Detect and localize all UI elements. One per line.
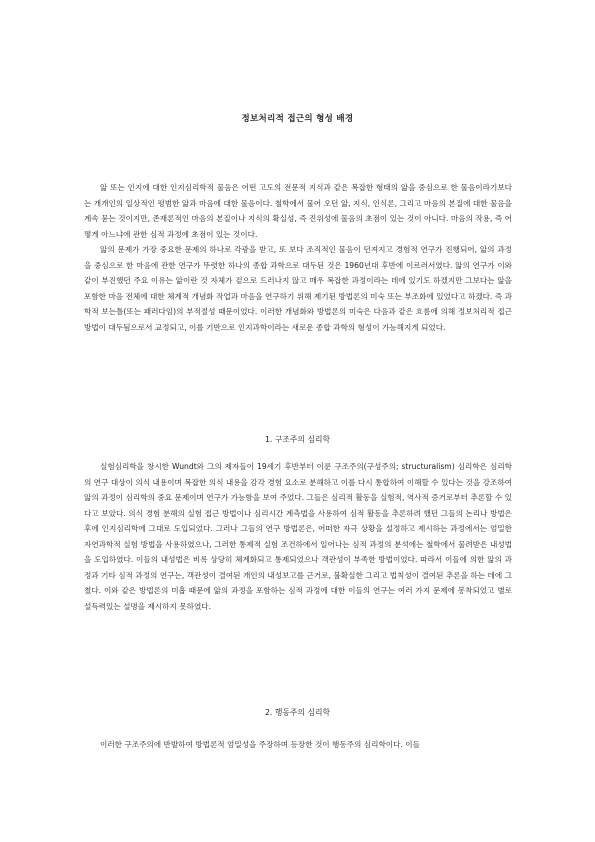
document-title: 정보처리적 접근의 형성 배경: [241, 114, 354, 124]
intro-paragraph-1: 앎 또는 인지에 대한 인지심리학적 물음은 어떤 고도의 전문적 지식과 같은 복잡한 형태의 앎을 중심으로 한 물음이라기보다는 개개인의 일상적인 평범한 앎과 마음에 대한 물음이다. 철학에서 물어 오던 앎, 지식, 인식론, 그리고 마음의 본질에 대한 물음을 계속 묻는 것이지만, 존재론적인 마음의 본질이나 지식의 확실성, 즉 진위성에 물음의 초점이 있는 것이 아니다. 마음의 작용, 즉 어떻게 아느냐에 관한 심적 과정에 초점이 있는 것이다.: [84, 183, 512, 239]
section-heading-behaviorism: 2. 행동주의 심리학: [264, 708, 331, 717]
section-paragraph-structuralism: 실험심리학을 창시한 Wundt와 그의 제자들이 19세기 후반부터 이룬 구조주의(구성주의; structuralism) 심리학은 심리학의 연구 대상이 의식 내용이며 복잡한 의식 내용을 감각 경험 요소로 분해하고 이를 다시 통합하여 이해할 수 있다는 것을 강조하여 앎의 과정이 심리학의 중요 문제이며 연구가 가능함을 보여 주었다. 그들은 심리적 활동을 실험적, 역사적 증거로부터 추론할 수 있다고 보았다. 의식 경험 분해의 실험 접근 방법이나 심리시간 계측법을 사용하여 심적 활동을 추론하려 했던 그들의 논리나 방법은 후에 인지심리학에 그대로 도입되었다. 그러나 그들의 연구 방법론은, 어떠한 자극 상황을 설정하고 제시하는 과정에서는 엄밀한 자연과학적 실험 방법을 사용하였으나, 그러한 통제적 실험 조건하에서 일어나는 심적 과정의 분석에는 철학에서 물려받은 내성법을 도입하였다. 이들의 내성법은 비록 상당히 체계화되고 통제되었으나 객관성이 부족한 방법이었다. 따라서 이들에 의한 앎의 과정과 기타 심적 과정의 연구는, 객관성이 결여된 개인의 내성보고를 근거로, 불확실한 그리고 법칙성이 결여된 추론을 하는 데에 그쳤다. 이와 같은 방법론의 미흡 때문에 앎의 과정을 포함하는 심적 과정에 대한 이들의 연구는 여러 가지 문제에 봉착되었고 별로 설득력있는 설명을 제시하지 못하였다.: [84, 462, 512, 611]
intro-paragraph-2: 앎의 문제가 가장 중요한 문제의 하나로 각광을 받고, 또 보다 조직적인 물음이 던져지고 경험적 연구가 진행되어, 앎의 과정을 중심으로 한 마음에 관한 연구가 뚜렷한 하나의 종합 과학으로 대두된 것은 1960년대 후반에 이르러서였다. 앎의 연구가 이와 같이 부진했던 주요 이유는 앎이란 것 자체가 겉으로 드러나지 않고 매우 복잡한 과정이라는 데에 있기도 하겠지만 그보다는 앎을 포함한 마음 전체에 대한 체계적 개념화 작업과 마음을 연구하기 위해 제기된 방법론의 미숙 또는 부조화에 있었다고 하겠다. 즉 과학적 보는틀(또는 패러다임)의 부적절성 때문이었다. 이러한 개념화와 방법론의 미숙은 다음과 같은 흐름에 의해 정보처리적 접근 방법이 대두됨으로서 교정되고, 이를 기반으로 인지과학이라는 새로운 종합 과학의 형성이 가능해지게 되었다.: [84, 245, 512, 332]
section-paragraph-behaviorism: 이러한 구조주의에 반발하여 방법론적 엄밀성을 주장하며 등장한 것이 행동주의 심리학이다. 이들: [100, 740, 420, 749]
section-heading-structuralism: 1. 구조주의 심리학: [264, 435, 331, 444]
